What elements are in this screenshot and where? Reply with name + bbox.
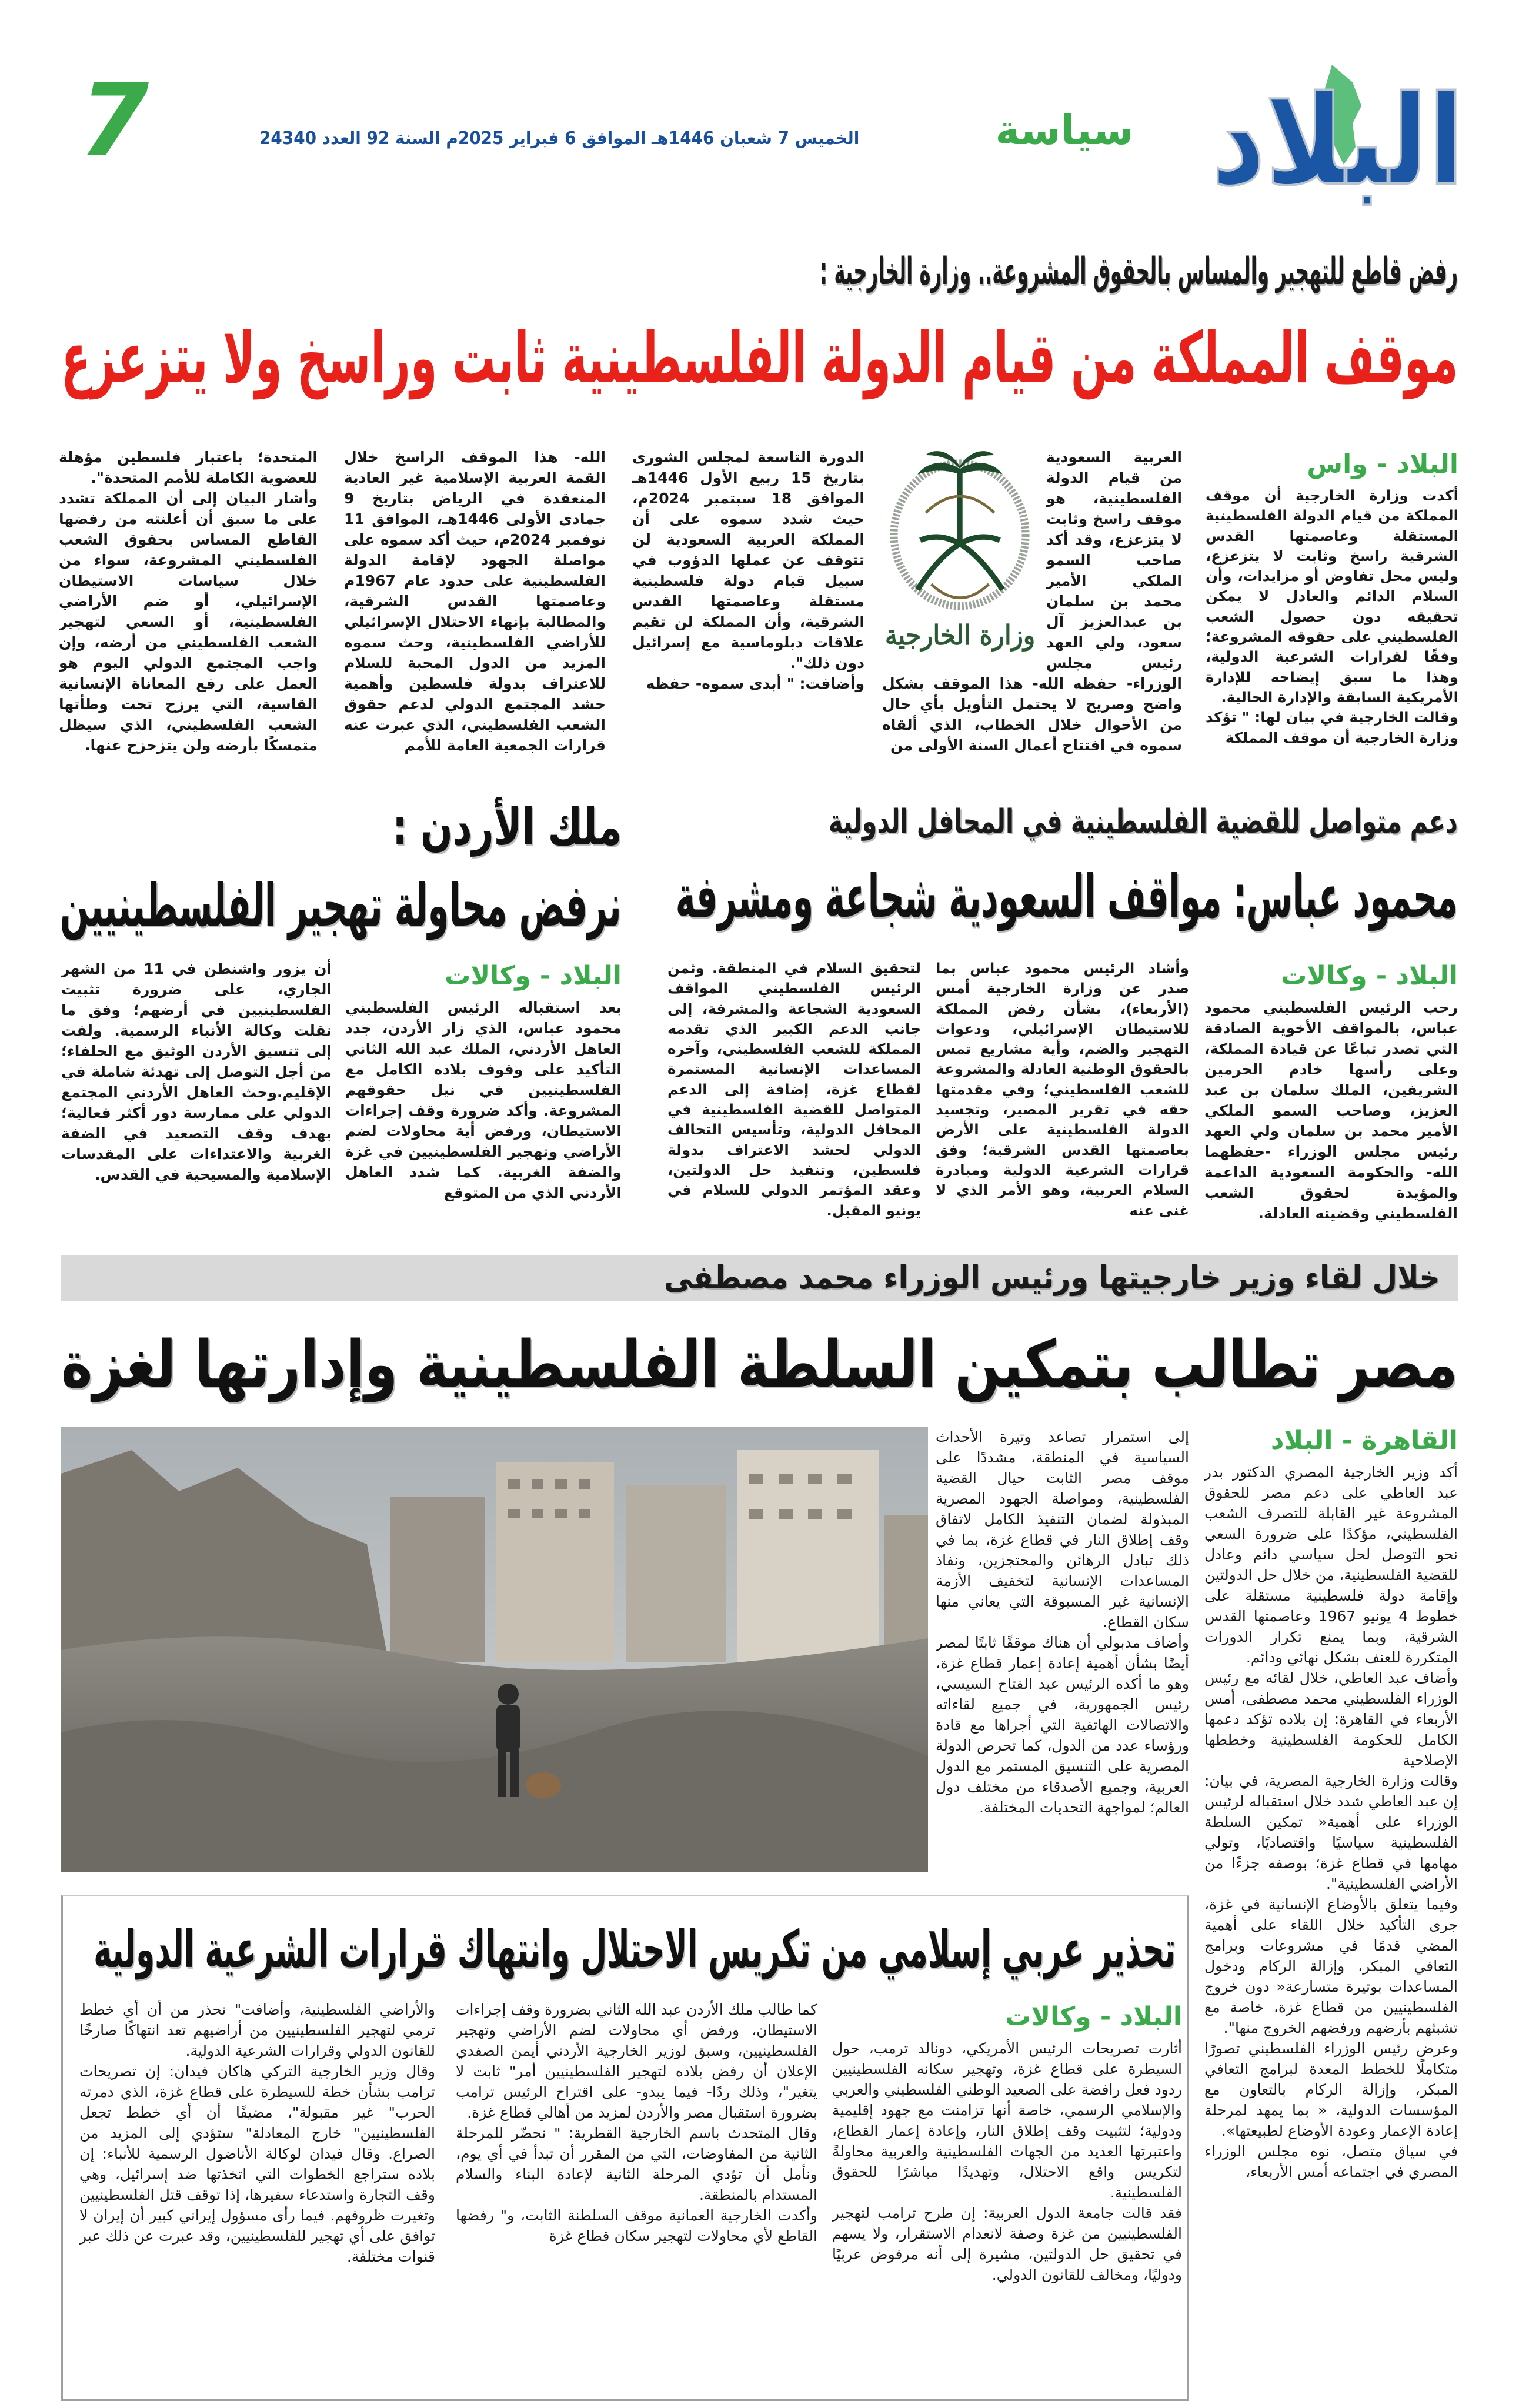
jordan-headline: نرفض محاولة تهجير الفلسطينيين (60, 871, 622, 940)
lead-headline: موقف المملكة من قيام الدولة الفلسطينية ثابت وراسخ ولا يتزعزع (61, 318, 1458, 399)
lead-column-3: الدورة التاسعة لمجلس الشورى بتاريخ 15 ربيع الأول 1446هـ الموافق 18 سبتمبر 2024م، حيث شدد سموه على أن المملكة العربية السعودية لن تتوقف عن عملها الدؤوب في سبيل قيام دولة فلسطينية مستقلة وعاصمتها القدس الشرقية، وأن المملكة لن تقيم علاقات دبلوماسية مع إسرائيل دون ذلك". وأضافت: " أبدى سموه- حفظه (632, 449, 864, 692)
abbas-byline: البلاد - وكالات (1281, 961, 1458, 991)
abbas-column-1: البلاد - وكالات رحب الرئيس الفلسطيني محمود عباس، بالمواقف الأخوية الصادقة التي تصدر تباعًا عن قيادة المملكة، وعلى رأسها خادم الحرمين الشريفين، الملك سلمان بن عبد العزيز، وصاحب السمو الملكي الأمير محمد بن سلمان ولي العهد رئيس مجلس الوزراء -حفظهما الله- والحكومة السعودية الداعمة والمؤيدة لحقوق الشعب الفلسطيني وقضيته العادلة. (1204, 958, 1458, 1223)
abbas-kicker: دعم متواصل للقضية الفلسطينية في المحافل الدولية (829, 803, 1458, 841)
foreign-ministry-emblem (882, 447, 1038, 659)
section-label: سياسة (995, 106, 1134, 154)
lead-column-1: البلاد - واس أكدت وزارة الخارجية أن موقف المملكة من قيام الدولة الفلسطينية المستقلة وعاصمتها القدس الشرقية راسخ وثابت لا يتزعزع، وليس محل تفاوض أو مزايدات، وأن السلام الدائم والعادل لا يمكن تحقيقه دون حصول الشعب الفلسطيني على حقوقه المشروعة؛ وفقًا لقرارات الشرعية الدولية، وهذا ما سبق إيضاحه للإدارة الأمريكية السابقة والإدارة الحالية. وقالت الخارجية في بيان لها: " تؤكد وزارة الخارجية أن موقف المملكة (1206, 447, 1458, 773)
egypt-column-2: إلى استمرار تصاعد وتيرة الأحداث السياسية في المنطقة، مشددًا على موقف مصر الثابت حيال القضية الفلسطينية، ومواصلة الجهود المصرية المبذولة لضمان التنفيذ الكامل لاتفاق وقف إطلاق النار في قطاع غزة، بما في ذلك تبادل الرهائن والمحتجزين، ونفاذ المساعدات الإنسانية لتخفيف الأزمة الإنسانية غير المسبوقة التي يعاني منها سكان القطاع. وأضاف مدبولي أن هناك موقفًا ثابتًا لمصر أيضًا بشأن أهمية إعادة إعمار قطاع غزة، وهو ما أكده الرئيس عبد الفتاح السيسي، رئيس الجمهورية، في جميع لقاءاته والاتصالات الهاتفية التي أجراها مع قادة ورؤساء عدد من الدول، كما تحرص الدولة المصرية على التنسيق المستمر مع الدول العربية، وجميع الأصدقاء من مختلف دول العالم؛ لمواجهة التحديات المختلفة. (936, 1428, 1189, 1816)
logo-wordmark: البلاد (1211, 69, 1464, 213)
warning-byline: البلاد - وكالات (1005, 2002, 1182, 2032)
warning-column-1: البلاد - وكالات أثارت تصريحات الرئيس الأمريكي، دونالد ترمب، حول السيطرة على قطاع غزة، وتهجير سكانه الفلسطينيين ردود فعل رافضة على الصعيد الوطني الفلسطيني والعربي والإسلامي الرسمي، خاصة أنها تزامنت مع جهود إقليمية ودولية؛ لتثبيت وقف إطلاق النار، وإعادة إعمار القطاع، واعتبرتها العديد من الجهات الفلسطينية والعربية محاولةً لتكريس واقع الاحتلال، وتهديدًا مباشرًا للحقوق الفلسطينية. فقد قالت جامعة الدول العربية: إن طرح ترامب لتهجير الفلسطينيين من غزة وصفة لانعدام الاستقرار، ولا يسهم في تحقيق حل الدولتين، مشيرة إلى أنه مرفوض عربيًا ودوليًا، ومخالف للقانون الدولي. (832, 1999, 1182, 2376)
warning-headline: تحذير عربي إسلامي من تكريس الاحتلال وانتهاك قرارات الشرعية الدولية (93, 1919, 1176, 1979)
palm-swords-emblem-icon (882, 447, 1038, 612)
abbas-column-2: وأشاد الرئيس محمود عباس بما صدر عن وزارة الخارجية أمس (الأربعاء)، بشأن رفض المملكة للاستيطان الإسرائيلي، ودعوات التهجير والضم، وأية مشاريع تمس بالحقوق الوطنية العادلة والمشروعة للشعب الفلسطيني؛ وفي مقدمتها حقه في تقرير المصير، وتجسيد الدولة الفلسطينية على الأرض بعاصمتها القدس الشرقية؛ وفق قرارات الشرعية الدولية ومبادرة السلام العربية، وهو الأمر الذي لا غنى عنه (936, 960, 1189, 1219)
jordan-kicker: ملك الأردن : (392, 798, 622, 857)
jordan-column-2: أن يزور واشنطن في 11 من الشهر الجاري، على ضرورة تثبيت الفلسطينيين في أرضهم؛ وفق ما نقلت وكالة الأنباء الرسمية. ولفت إلى تنسيق الأردن الوثيق مع الحلفاء؛ من أجل التوصل إلى تهدئة شاملة في الإقليم.وحث العاهل الأردني المجتمع الدولي على ممارسة دور أكثر فعالية؛ بهدف وقف التصعيد في الضفة الغربية والاعتداءات على المقدسات الإسلامية والمسيحية في القدس. (61, 960, 332, 1183)
jordan-column-1: البلاد - وكالات بعد استقباله الرئيس الفلسطيني محمود عباس، الذي زار الأردن، جدد العاهل الأردني، الملك عبد الله الثاني التأكيد على وقوف بلاده الكامل مع الفلسطينيين في نيل حقوقهم المشروعة. وأكد ضرورة وقف إجراءات الاستيطان، ورفض أية محاولات لضم الأراضي وتهجير الفلسطينيين في غزة والضفة الغربية. كما شدد العاهل الأردني الذي من المتوقع (345, 958, 622, 1223)
abbas-headline: محمود عباس: مواقف السعودية شجاعة ومشرفة (676, 862, 1458, 931)
dateline: الخميس 7 شعبان 1446هـ الموافق 6 فبراير 2025م السنة 92 العدد 24340 (259, 128, 859, 149)
egypt-byline: القاهرة - البلاد (1270, 1425, 1458, 1455)
egypt-column-1: القاهرة - البلاد أكد وزير الخارجية المصري الدكتور بدر عبد العاطي على دعم مصر للحقوق المشروعة غير القابلة للتصرف الشعب الفلسطيني، مؤكدًا على ضرورة السعي نحو التوصل لحل سياسي دائم وعادل للقضية الفلسطينية، من خلال حل الدولتين وإقامة دولة فلسطينية مستقلة على خطوط 4 يونيو 1967 وعاصمتها القدس الشرقية، وبما يمنع تكرار الدورات المتكررة للعنف بشكل نهائي ودائم. وأضاف عبد العاطي، خلال لقائه مع رئيس الوزراء الفلسطيني محمد مصطفى، أمس الأربعاء في القاهرة: إن بلاده تؤكد دعمها الكامل للحكومة الفلسطينية وخططها الإصلاحية وقالت وزارة الخارجية المصرية، في بيان: إن عبد العاطي شدد خلال استقباله لرئيس الوزراء على أهمية« تمكين السلطة الفلسطينية سياسيًا واقتصاديًا، وتولي مهامها في قطاع غزة؛ بوصفه جزءًا من الأراضي الفلسطينية". وفيما يتعلق بالأوضاع الإنسانية في غزة، جرى التأكيد خلال اللقاء على أهمية المضي قدمًا في مشروعات وبرامج التعافي المبكر، وإزالة الركام ودخول المساعدات بوتيرة متسارعة« دون خروج الفلسطينيين من قطاع غزة، خاصة مع تشبثهم بأرضهم ورفضهم الخروج منها". وعرض رئيس الوزراء الفلسطيني تصورًا متكاملًا للخطط المعدة لبرامج التعافي المبكر، وإزالة الركام بالتعاون مع المؤسسات الدولية، « بما يمهد لمرحلة إعادة الإعمار وعودة الأوضاع لطبيعتها». في سياق متصل، نوه مجلس الوزراء المصري في اجتماعه أمس الأربعاء، (1204, 1423, 1458, 2399)
warning-column-2: كما طالب ملك الأردن عبد الله الثاني بضرورة وقف إجراءات الاستيطان، ورفض أي محاولات لضم الأراضي وتهجير الفلسطينيين، وسبق لوزير الخارجية الأردني أيمن الصفدي الإعلان أن رفض بلاده لتهجير الفلسطينيين أمر" ثابت لا يتغير"، وذلك ردًا- فيما يبدو- على اقتراح الرئيس ترامب بضرورة استقبال مصر والأردن لمزيد من أهالي قطاع غزة. وقال المتحدث باسم الخارجية القطرية: " نحضّر للمرحلة الثانية من المفاوضات، التي من المقرر أن تبدأ في أي يوم، ونأمل أن تؤدي المرحلة الثانية لإعادة البناء والسلام المستدام بالمنطقة. وأكدت الخارجية العمانية موقف السلطنة الثابت، و" رفضها القاطع لأي محاولات لتهجير سكان قطاع غزة (456, 2001, 817, 2245)
lead-column-5: المتحدة؛ باعتبار فلسطين مؤهلة للعضوية الكاملة للأمم المتحدة". وأشار البيان إلى أن المملكة تشدد على ما سبق أن أعلنته من رفضها القاطع المساس بحقوق الشعب الفلسطيني المشروعة، سواء من خلال سياسات الاستيطان الإسرائيلي، أو ضم الأراضي الفلسطينية، أو السعي لتهجير الشعب الفلسطيني من أرضه، وإن واجب المجتمع الدولي اليوم هو العمل على رفع المعاناة الإنسانية القاسية، التي يرزح تحت وطأتها الشعب الفلسطيني، الذي سيظل متمسكًا بأرضه ولن يتزحزح عنها. (59, 449, 318, 754)
warning-column-3: والأراضي الفلسطينية، وأضافت" نحذر من أن أي خطط ترمي لتهجير الفلسطينيين من أراضيهم تعد انتهاكًا صارخًا للقانون الدولي وقرارات الشرعية الدولية. وقال وزير الخارجية التركي هاكان فيدان: إن تصريحات ترامب بشأن خطة للسيطرة على قطاع غزة، الذي دمرته الحرب" غير مقبولة"، مضيفًا أن أي خطط تجعل الفلسطينيين" خارج المعادلة" ستؤدي إلى المزيد من الصراع. وقال فيدان لوكالة الأناضول الرسمية للأنباء: إن بلاده ستراجع الخطوات التي اتخذتها ضد إسرائيل، وهي وقف التجارة واستدعاء سفيرها، إذا توقف قتل الفلسطينيين وتغيرت ظروفهم. فيما رأى مسؤول إيراني كبير أن إيران لا توافق على أي تهجير للفلسطينيين، وقد عبرت عن ذلك عبر قنوات مختلفة. (79, 2001, 435, 2265)
gaza-rubble-photo (61, 1427, 928, 1872)
emblem-calligraphy: وزارة الخارجية (884, 619, 1035, 651)
abbas-column-3: لتحقيق السلام في المنطقة. وثمن الرئيس الفلسطيني المواقف السعودية الشجاعة والمشرفة، إلى جانب الدعم الكبير الذي تقدمه المملكة للشعب الفلسطيني، وآخره المساعدات الإنسانية المستمرة لقطاع غزة، إضافة إلى الدعم المتواصل للقضية الفلسطينية في المحافل الدولية، وتأسيس التحالف الدولي لحشد الاعتراف بدولة فلسطين، وتنفيذ حل الدولتين، وعقد المؤتمر الدولي للسلام في يونيو المقبل. (667, 960, 921, 1219)
page-number: 7 (79, 62, 149, 179)
lead-column-2: وزارة الخارجية العربية السعودية من قيام الدولة الفلسطينية، هو موقف راسخ وثابت لا يتزعزع، وقد أكد صاحب السمو الملكي الأمير محمد بن سلمان بن عبدالعزيز آل سعود، ولي العهد رئيس مجلس الوزراء- حفظه الله- هذا الموقف بشكل واضح وصريح لا يحتمل التأويل بأي حال من الأحوال خلال الخطاب، الذي ألقاه سموه في افتتاح أعمال السنة الأولى من (882, 447, 1182, 773)
egypt-headline: مصر تطالب بتمكين السلطة الفلسطينية وإدارتها لغزة (61, 1327, 1458, 1402)
lead-byline: البلاد - واس (1307, 449, 1458, 479)
egypt-kicker: خلال لقاء وزير خارجيتها ورئيس الوزراء محمد مصطفى (664, 1259, 1440, 1296)
lead-kicker: رفض قاطع للتهجير والمساس بالحقوق المشروعة.. وزارة الخارجية : (819, 250, 1458, 293)
masthead-logo (1206, 59, 1464, 218)
egypt-kicker-band (61, 1255, 1458, 1301)
jordan-byline: البلاد - وكالات (445, 961, 622, 991)
lead-column-4: الله- هذا الموقف الراسخ خلال القمة العربية الإسلامية غير العادية المنعقدة في الرياض بتاريخ 9 جمادى الأولى 1446هـ، الموافق 11 نوفمبر 2024م، حيث أكد سموه على مواصلة الجهود لإقامة الدولة الفلسطينية على حدود عام 1967م وعاصمتها القدس الشرقية، والمطالبة بإنهاء الاحتلال الإسرائيلي للأراضي الفلسطينية، وحث سموه المزيد من الدول المحبة للسلام للاعتراف بدولة فلسطين وأهمية حشد المجتمع الدولي لدعم حقوق الشعب الفلسطيني، الذي عبرت عنه قرارات الجمعية العامة للأمم (344, 449, 606, 754)
